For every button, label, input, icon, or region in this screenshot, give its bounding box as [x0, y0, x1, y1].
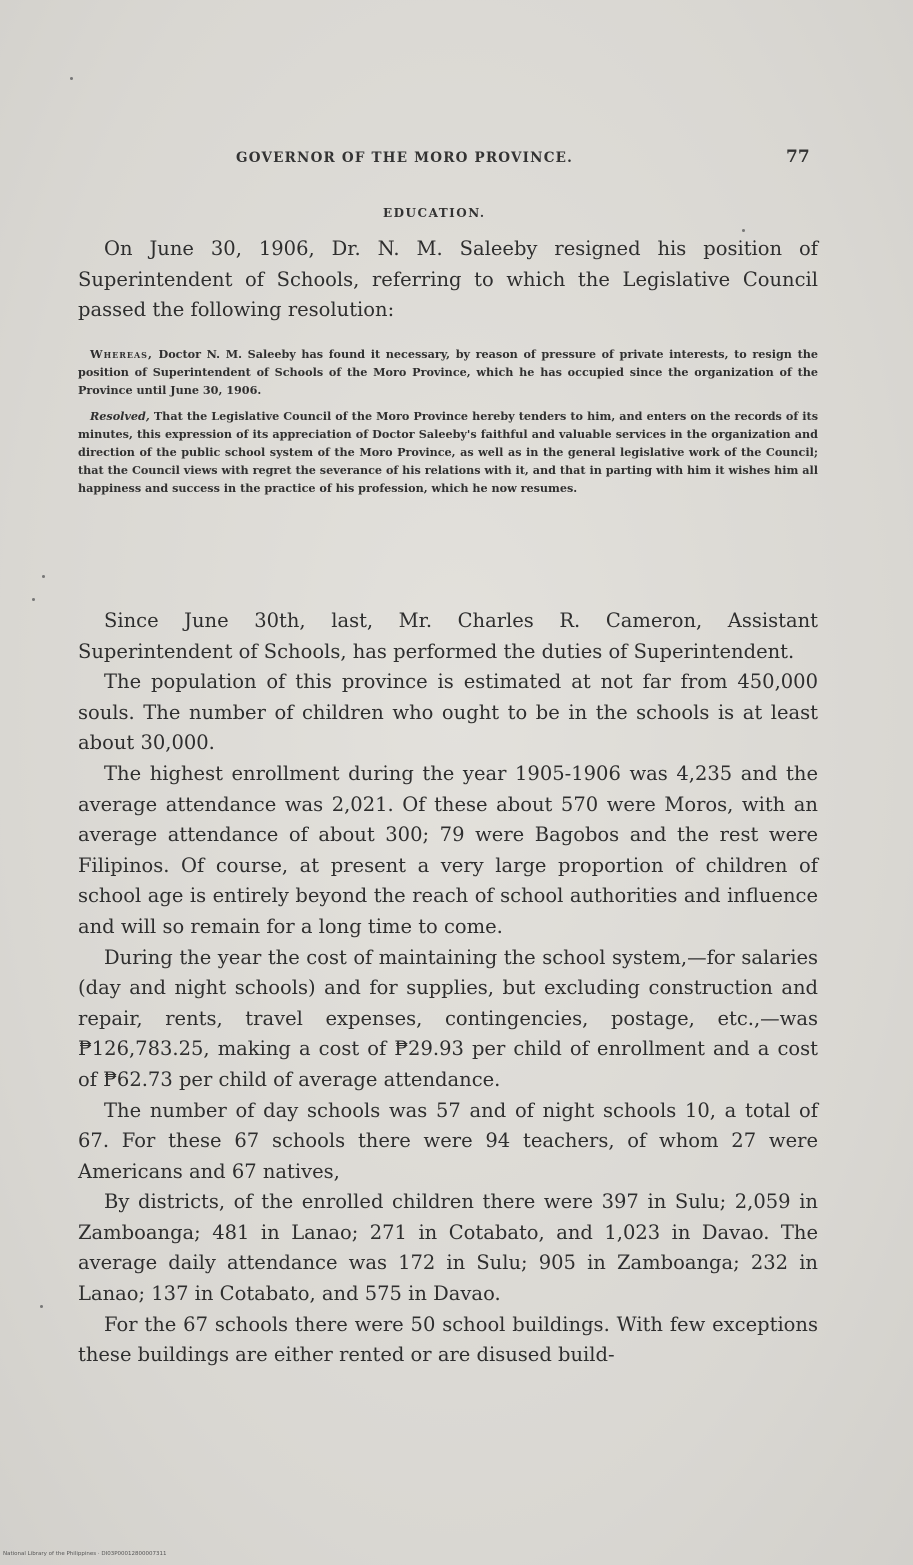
- resolved-label: Resolved,: [90, 409, 150, 424]
- whereas-text: Doctor N. M. Saleeby has found it necessary, by reason of pressure of private interests, to resign the position of Superintendent of Schools of the Moro Province, which he has occupied since the organization of the Province until June 30, 1906.: [78, 347, 818, 397]
- whereas-clause: [78, 346, 818, 399]
- scan-speck: [70, 77, 73, 80]
- intro-block: [78, 234, 818, 326]
- paragraph: Since June 30th, last, Mr. Charles R. Cameron, Assistant Superintendent of Schools, has performed the duties of Superintendent.: [78, 609, 818, 663]
- paragraph: The number of day schools was 57 and of night schools 10, a total of 67. For these 67 schools there were 94 teachers, of whom 27 were Americans and 67 natives,: [78, 1098, 818, 1183]
- paragraph: For the 67 schools there were 50 school buildings. With few exceptions these buildings are either rented or are disused build-: [78, 1312, 818, 1367]
- whereas-label: Whereas,: [90, 347, 153, 361]
- scan-speck: [32, 598, 35, 601]
- section-heading: EDUCATION.: [383, 206, 486, 220]
- paragraph: During the year the cost of maintaining the school system,—for salaries (day and night schools) and for supplies, but excluding construction and repair, rents, travel expenses, contingencies, postage, etc.,—was ₱126,783.25, making a cost of ₱29.93 per child of enrollment and a cost of ₱62.73 per child of average attendance.: [78, 945, 818, 1091]
- main-text: [78, 606, 818, 1371]
- scan-speck: [742, 229, 745, 232]
- library-credit: National Library of the Philippines · DI03P00012800007311: [3, 1551, 167, 1557]
- scan-speck: [40, 1305, 43, 1308]
- resolution-block: [78, 346, 818, 506]
- resolved-text: That the Legislative Council of the Moro Province hereby tenders to him, and enters on the records of its minutes, this expression of its appreciation of Doctor Saleeby's faithful and valuable services in the organization and direction of the public school system of the Moro Province, as well as in the general legislative work of the Council; that the Council views with regret the severance of his relations with it, and that in parting with him it wishes him all happiness and success in the practice of his profession, which he now resumes.: [78, 409, 819, 495]
- scan-speck: [42, 575, 45, 578]
- paragraph: By districts, of the enrolled children there were 397 in Sulu; 2,059 in Zamboanga; 481 in Lanao; 271 in Cotabato, and 1,023 in Davao. The average daily attendance was 172 in Sulu; 905 in Zamboanga; 232 in Lanao; 137 in Cotabato, and 575 in Davao.: [78, 1190, 818, 1306]
- resolved-clause: [78, 408, 818, 497]
- paragraph: The highest enrollment during the year 1905-1906 was 4,235 and the average attendance was 2,021. Of these about 570 were Moros, with an average attendance of about 300; 79 were Bagobos and the rest were Filipinos. Of course, at present a very large proportion of children of school age is entirely beyond the reach of school authorities and influence and will so remain for a long time to come.: [78, 761, 818, 938]
- intro-paragraph: On June 30, 1906, Dr. N. M. Saleeby resigned his position of Superintendent of Schools, referring to which the Legislative Council passed the following resolution:: [78, 237, 818, 322]
- paragraph: The population of this province is estimated at not far from 450,000 souls. The number of children who ought to be in the schools is at least about 30,000.: [78, 670, 818, 755]
- page-number: 77: [786, 147, 810, 167]
- running-head: GOVERNOR OF THE MORO PROVINCE.: [236, 150, 574, 166]
